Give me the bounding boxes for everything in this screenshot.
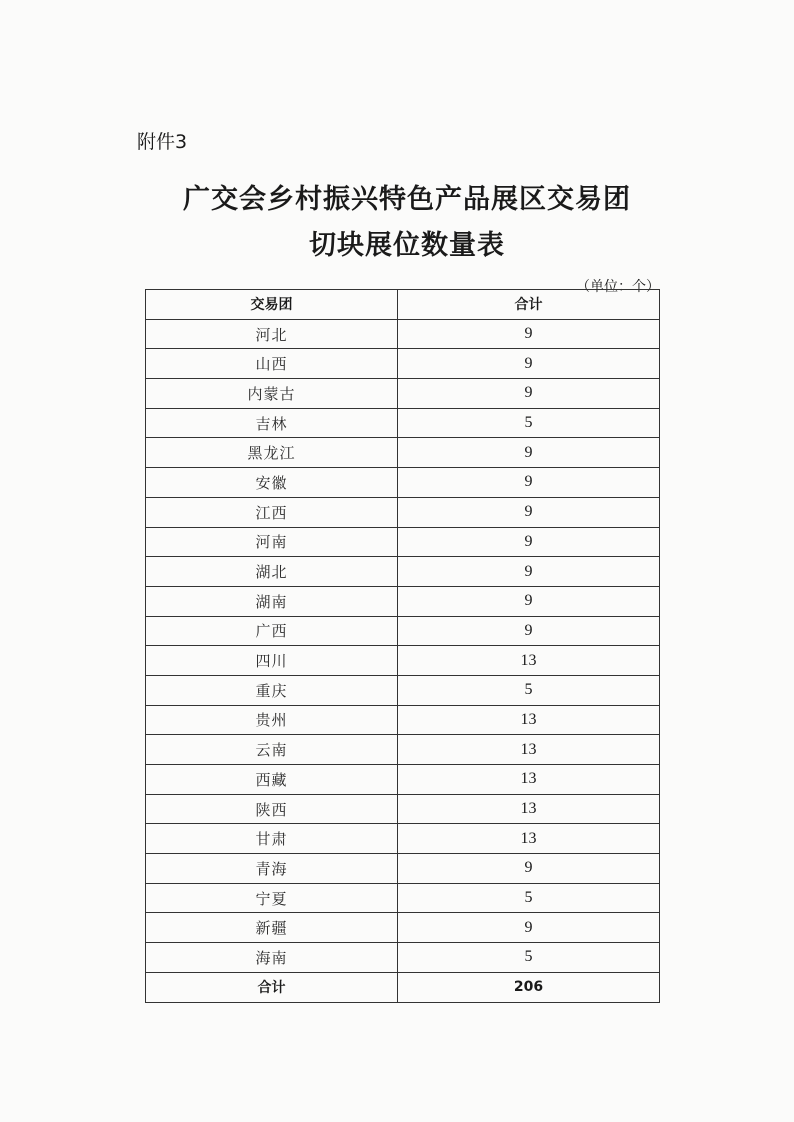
booth-count: 5: [398, 675, 660, 705]
delegation-name: 云南: [146, 735, 398, 765]
table-row: [146, 319, 660, 349]
column-header-delegation: 交易团: [146, 290, 398, 320]
delegation-name: 安徽: [146, 468, 398, 498]
table-row: [146, 527, 660, 557]
table-row: [146, 557, 660, 587]
delegation-name: 青海: [146, 854, 398, 884]
delegation-name: 黑龙江: [146, 438, 398, 468]
table-total-row: [146, 972, 660, 1002]
booth-count-table: [145, 289, 660, 1003]
booth-count: 9: [398, 854, 660, 884]
table-row: [146, 379, 660, 409]
booth-count: 5: [398, 408, 660, 438]
delegation-name: 贵州: [146, 705, 398, 735]
delegation-name: 内蒙古: [146, 379, 398, 409]
table-row: [146, 616, 660, 646]
booth-count: 13: [398, 824, 660, 854]
booth-count: 9: [398, 497, 660, 527]
table-row: [146, 468, 660, 498]
delegation-name: 山西: [146, 349, 398, 379]
delegation-name: 湖北: [146, 557, 398, 587]
booth-count: 9: [398, 557, 660, 587]
booth-count: 13: [398, 794, 660, 824]
table-row: [146, 765, 660, 795]
booth-count: 13: [398, 735, 660, 765]
document-title-line-1: 广交会乡村振兴特色产品展区交易团: [183, 184, 631, 215]
column-header-total: 合计: [398, 290, 660, 320]
booth-count: 9: [398, 319, 660, 349]
delegation-name: 甘肃: [146, 824, 398, 854]
delegation-name: 新疆: [146, 913, 398, 943]
table-row: [146, 438, 660, 468]
booth-count: 9: [398, 468, 660, 498]
booth-count: 9: [398, 438, 660, 468]
delegation-name: 西藏: [146, 765, 398, 795]
delegation-name: 吉林: [146, 408, 398, 438]
table-row: [146, 497, 660, 527]
booth-count: 5: [398, 943, 660, 973]
total-label: 合计: [146, 972, 398, 1002]
booth-count: 9: [398, 379, 660, 409]
table-row: [146, 646, 660, 676]
delegation-name: 宁夏: [146, 883, 398, 913]
booth-count: 9: [398, 349, 660, 379]
delegation-name: 湖南: [146, 586, 398, 616]
delegation-name: 江西: [146, 497, 398, 527]
table-row: [146, 883, 660, 913]
table-row: [146, 854, 660, 884]
booth-count: 9: [398, 616, 660, 646]
delegation-name: 四川: [146, 646, 398, 676]
annex-label: 附件3: [137, 131, 188, 153]
delegation-name: 陕西: [146, 794, 398, 824]
table-row: [146, 586, 660, 616]
booth-count: 9: [398, 586, 660, 616]
table-row: [146, 735, 660, 765]
table-row: [146, 349, 660, 379]
unit-note: （单位：个）: [576, 279, 660, 295]
delegation-name: 河南: [146, 527, 398, 557]
delegation-name: 海南: [146, 943, 398, 973]
delegation-name: 广西: [146, 616, 398, 646]
booth-count: 13: [398, 646, 660, 676]
table-row: [146, 675, 660, 705]
total-value: 206: [398, 972, 660, 1002]
table-row: [146, 943, 660, 973]
booth-count: 13: [398, 765, 660, 795]
table-header-row: [146, 290, 660, 320]
table-row: [146, 824, 660, 854]
table-row: [146, 705, 660, 735]
booth-count: 13: [398, 705, 660, 735]
table-row: [146, 794, 660, 824]
delegation-name: 河北: [146, 319, 398, 349]
booth-count: 9: [398, 913, 660, 943]
booth-count: 9: [398, 527, 660, 557]
document-title-line-2: 切块展位数量表: [309, 230, 505, 261]
table-row: [146, 913, 660, 943]
table-row: [146, 408, 660, 438]
booth-count: 5: [398, 883, 660, 913]
delegation-name: 重庆: [146, 675, 398, 705]
